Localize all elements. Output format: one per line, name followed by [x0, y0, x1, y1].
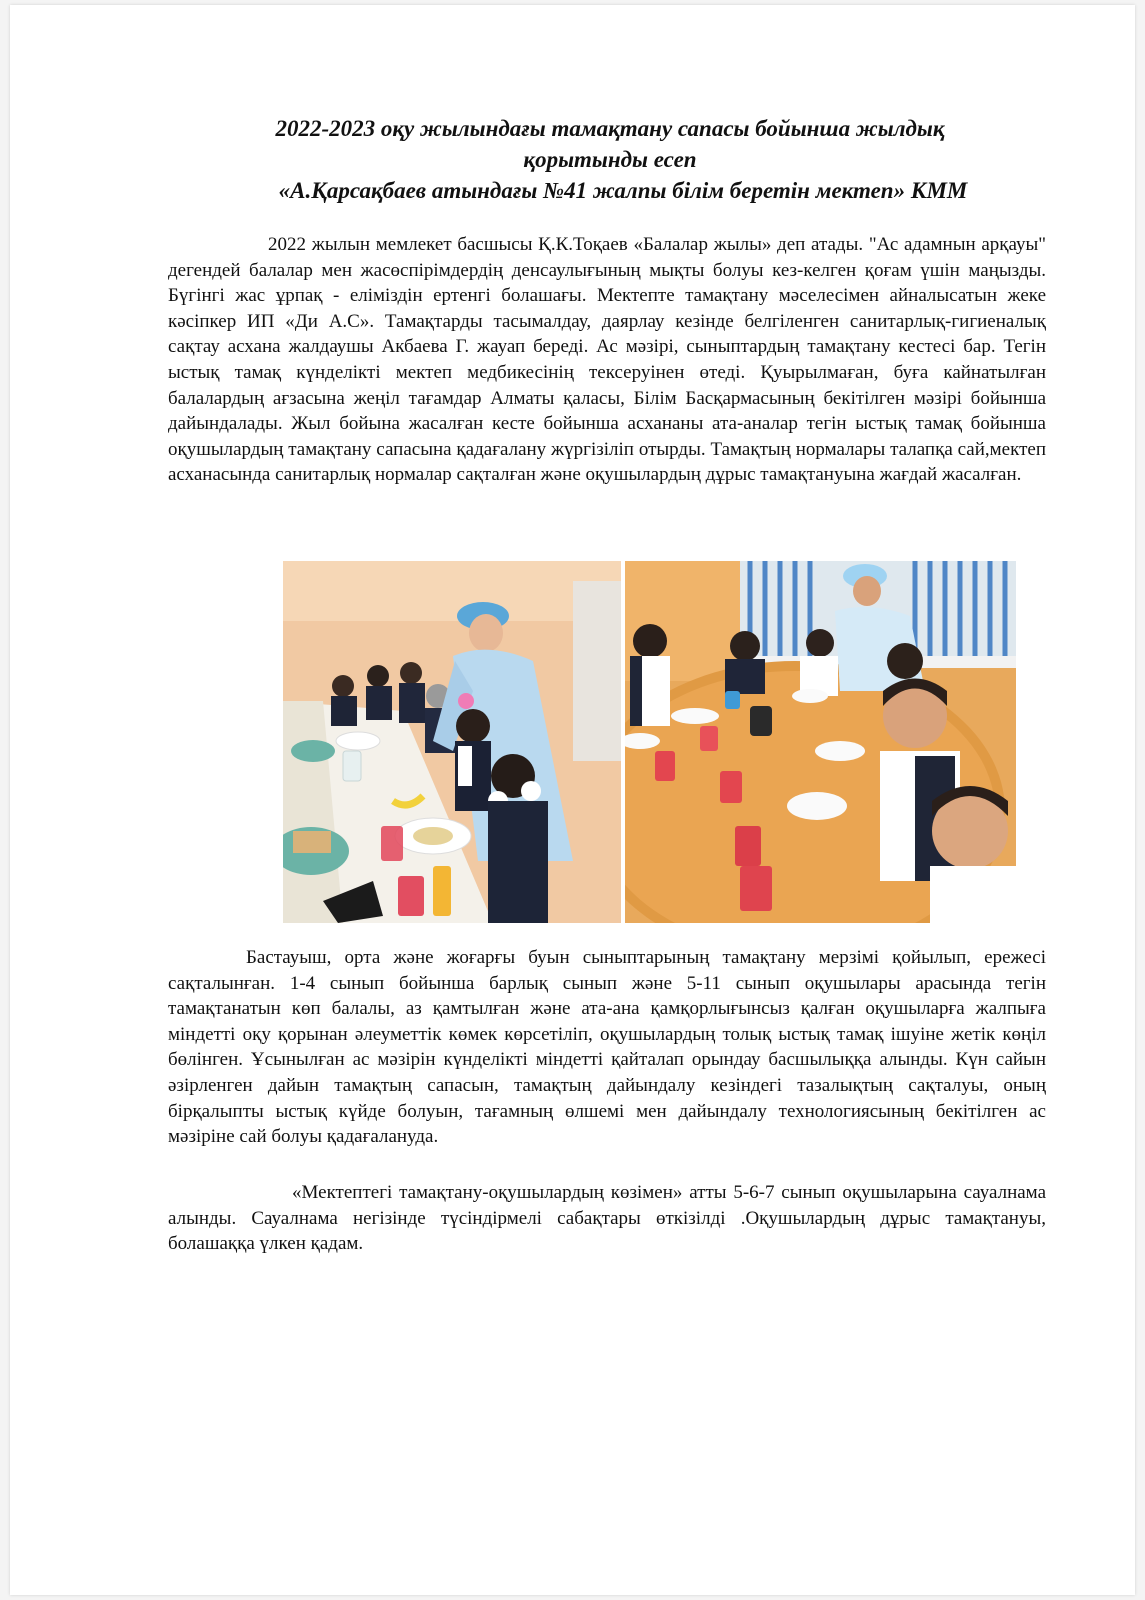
document-title: [160, 113, 1060, 206]
paragraph-survey: «Мектептегі тамақтану-оқушылардың көзімен» атты 5-6-7 сынып оқушыларына сауалнама алынды. Сауалнама негізінде түсіндірмелі сабақтары өткізілді .Оқушылардың дұрыс тамақтануы, болашаққа үлкен қадам.: [168, 1182, 1046, 1255]
title-line-1: 2022-2023 оқу жылындағы тамақтану сапасы бойынша жылдық: [275, 116, 945, 141]
paragraph-intro: 2022 жылын мемлекет басшысы Қ.К.Тоқаев «Балалар жылы» деп атады. "Ас адамнын арқауы" дегендей балалар мен жасөспірімдердің денсаулығының мықты болуы кез-келген қоғам үшін маңызды. Бүгінгі жас ұрпақ - еліміздін ертенгі болашағы. Мектепте тамақтану мәселесімен айналысатын жеке кәсіпкер ИП «Ди А.С». Тамақтарды тасымалдау, даярлау кезінде белгіленген санитарлық-гигиеналық сақтау асхана жалдаушы Акбаева Г. жауап береді. Ас мәзірі, сыныптардың тамақтану кестесі бар. Тегін ыстық тамақ күнделікті мектеп медбикесінің тексеруінен өтеді. Қуырылмаған, буға кайнатылған балалардың ағзасына жеңіл тағамдар Алматы қаласы, Білім Басқармасының бекітілген мәзірі бойынша дайындалады. Жыл бойына жасалған кесте бойынша асхананы ата-аналар тегін ыстық тамақ бойынша оқушылардың тамақтану сапасына қадағалану жүргізіліп отырды. Тамақтың нормалары талапқа сай,мектеп асханасында санитарлық нормалар сақталған және оқушылардың дұрыс тамақтануына жағдай жасалған.: [168, 234, 1046, 486]
cafeteria-photo-right: [625, 561, 1016, 923]
title-line-3: «А.Қарсақбаев атындағы №41 жалпы білім беретін мектеп» КММ: [278, 178, 968, 203]
title-line-2: қорытынды есеп: [523, 147, 697, 172]
document-page: [10, 5, 1135, 1595]
paragraph-meal-schedule: Бастауыш, орта және жоғарғы буын сыныптарының тамақтану мерзімі қойылып, ережесі сақталынған. 1-4 сынып бойынша барлық сынып және 5-11 сынып оқушылары арасында тегін тамақтанатын көп балалы, аз қамтылған және ата-ана қамқорлығынсыз қалған оқушыларға жалпыға міндетті оқу қорынан әлеуметтік көмек көрсетіліп, оқушылардың толық ыстық тамақ ішуіне жетік көңіл бөлінген. Ұсынылған ас мәзірін күнделікті міндетті қайталап орындау басшылыққа алынды. Күн сайын әзірленген дайын тамақтың сапасын, тамақтың дайындалу кезіндегі тазалықтың сақталуы, оның бірқалыпты ыстық күйде болуын, тағамның өлшемі мен дайындалу технологиясының бекітілген ас мәзіріне сай болуы қадағалануда.: [168, 947, 1046, 1148]
cafeteria-photo-left: [283, 561, 621, 923]
photo-collage: [283, 561, 1016, 923]
